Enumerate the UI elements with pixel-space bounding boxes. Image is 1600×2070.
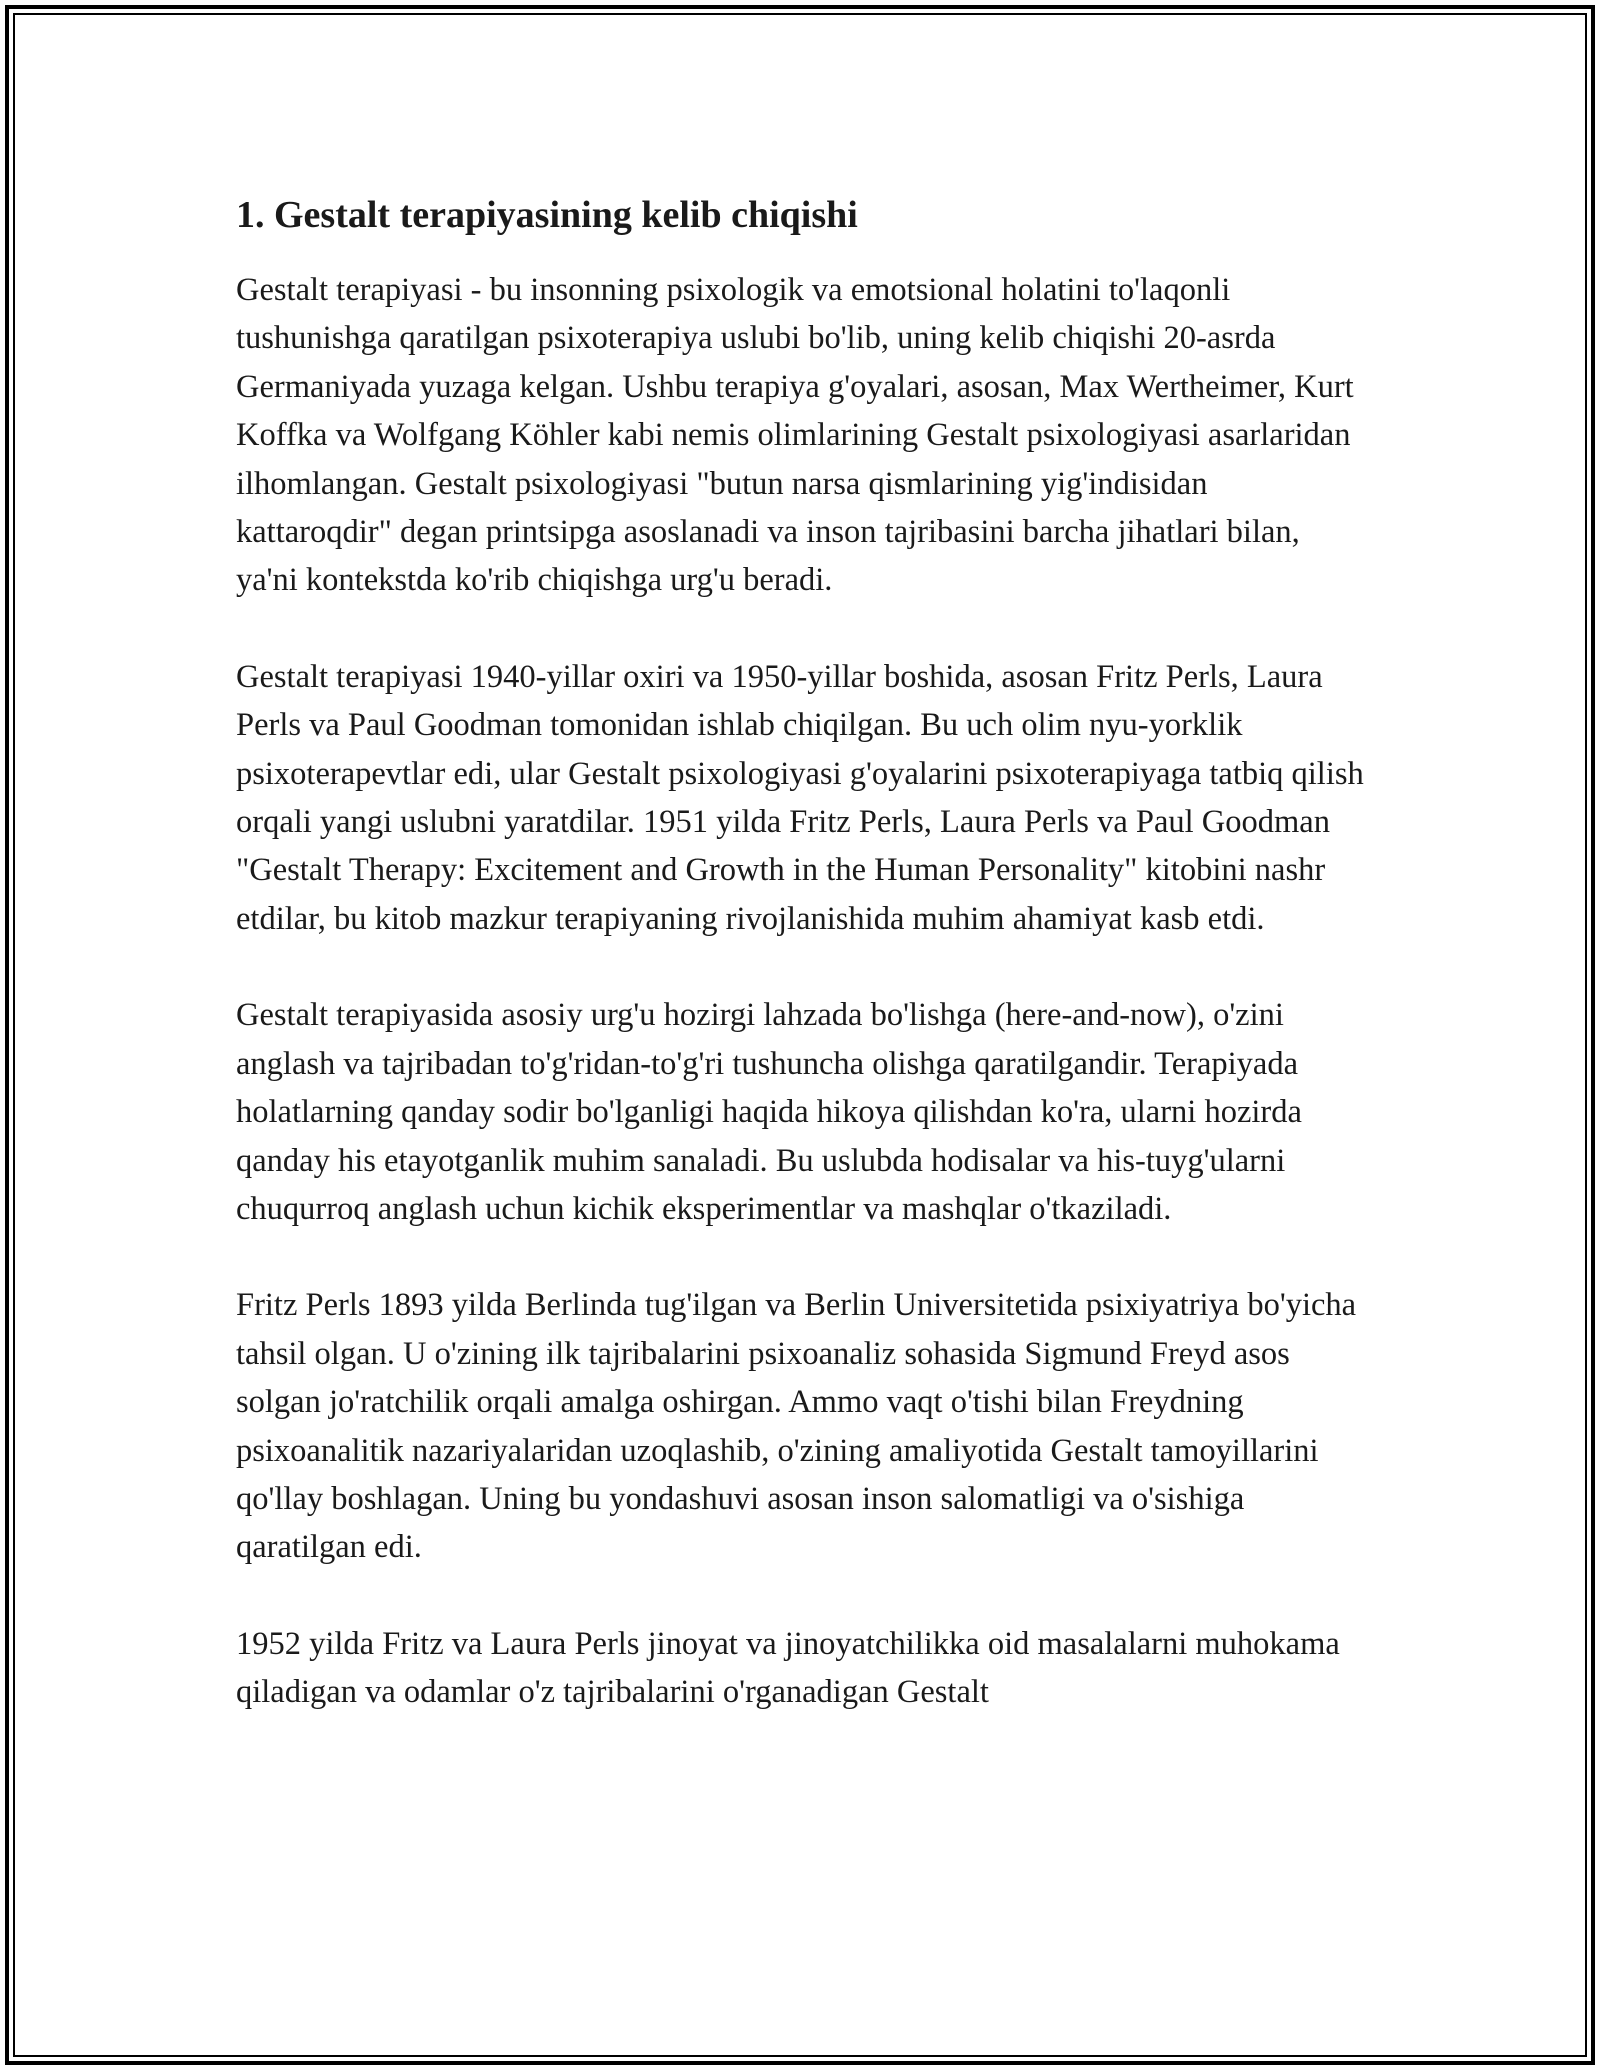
paragraph: Gestalt terapiyasi - bu insonning psixologik va emotsional holatini to'laqonli tushunishga qaratilgan psixoterapiya uslubi bo'lib, uning kelib chiqishi 20-asrda Germaniyada yuzaga kelgan. Ushbu terapiya g'oyalari, asosan, Max Wertheimer, Kurt Koffka va Wolfgang Köhler kabi nemis olimlarining Gestalt psixologiyasi asarlaridan ilhomlangan. Gestalt psixologiyasi "butun narsa qismlarining yig'indisidan kattaroqdir" degan printsipga asoslanadi va inson tajribasini barcha jihatlari bilan, ya'ni kontekstda ko'rib chiqishga urg'u beradi. [236, 272, 1354, 599]
section-heading: 1. Gestalt terapiyasining kelib chiqishi [236, 194, 858, 236]
paragraph: Gestalt terapiyasida asosiy urg'u hozirgi lahzada bo'lishga (here-and-now), o'zini anglash va tajribadan to'g'ridan-to'g'ri tushuncha olishga qaratilgandir. Terapiyada holatlarning qanday sodir bo'lganligi haqida hikoya qilishdan ko'ra, ularni hozirda qanday his etayotganlik muhim sanaladi. Bu uslubda hodisalar va his-tuyg'ularni chuqurroq anglash uchun kichik eksperimentlar va mashqlar o'tkaziladi. [236, 997, 1302, 1227]
paragraph: 1952 yilda Fritz va Laura Perls jinoyat va jinoyatchilikka oid masalalarni muhokama qiladigan va odamlar o'z tajribalarini o'rganadigan Gestalt [236, 1625, 1340, 1711]
paragraph: Fritz Perls 1893 yilda Berlinda tug'ilgan va Berlin Universitetida psixiyatriya bo'yicha tahsil olgan. U o'zining ilk tajribalarini psixoanaliz sohasida Sigmund Freyd asos solgan jo'ratchilik orqali amalga oshirgan. Ammo vaqt o'tishi bilan Freydning psixoanalitik nazariyalaridan uzoqlashib, o'zining amaliyotida Gestalt tamoyillarini qo'llay boshlagan. Uning bu yondashuvi asosan inson salomatligi va o'sishiga qaratilgan edi. [236, 1287, 1357, 1566]
paragraph: Gestalt terapiyasi 1940-yillar oxiri va 1950-yillar boshida, asosan Fritz Perls, Laura Perls va Paul Goodman tomonidan ishlab chiqilgan. Bu uch olim nyu-yorklik psixoterapevtlar edi, ular Gestalt psixologiyasi g'oyalarini psixoterapiyaga tatbiq qilish orqali yangi uslubni yaratdilar. 1951 yilda Fritz Perls, Laura Perls va Paul Goodman "Gestalt Therapy: Excitement and Growth in the Human Personality" kitobini nashr etdilar, bu kitob mazkur terapiyaning rivojlanishida muhim ahamiyat kasb etdi. [236, 658, 1364, 937]
document-body [236, 184, 1366, 1765]
